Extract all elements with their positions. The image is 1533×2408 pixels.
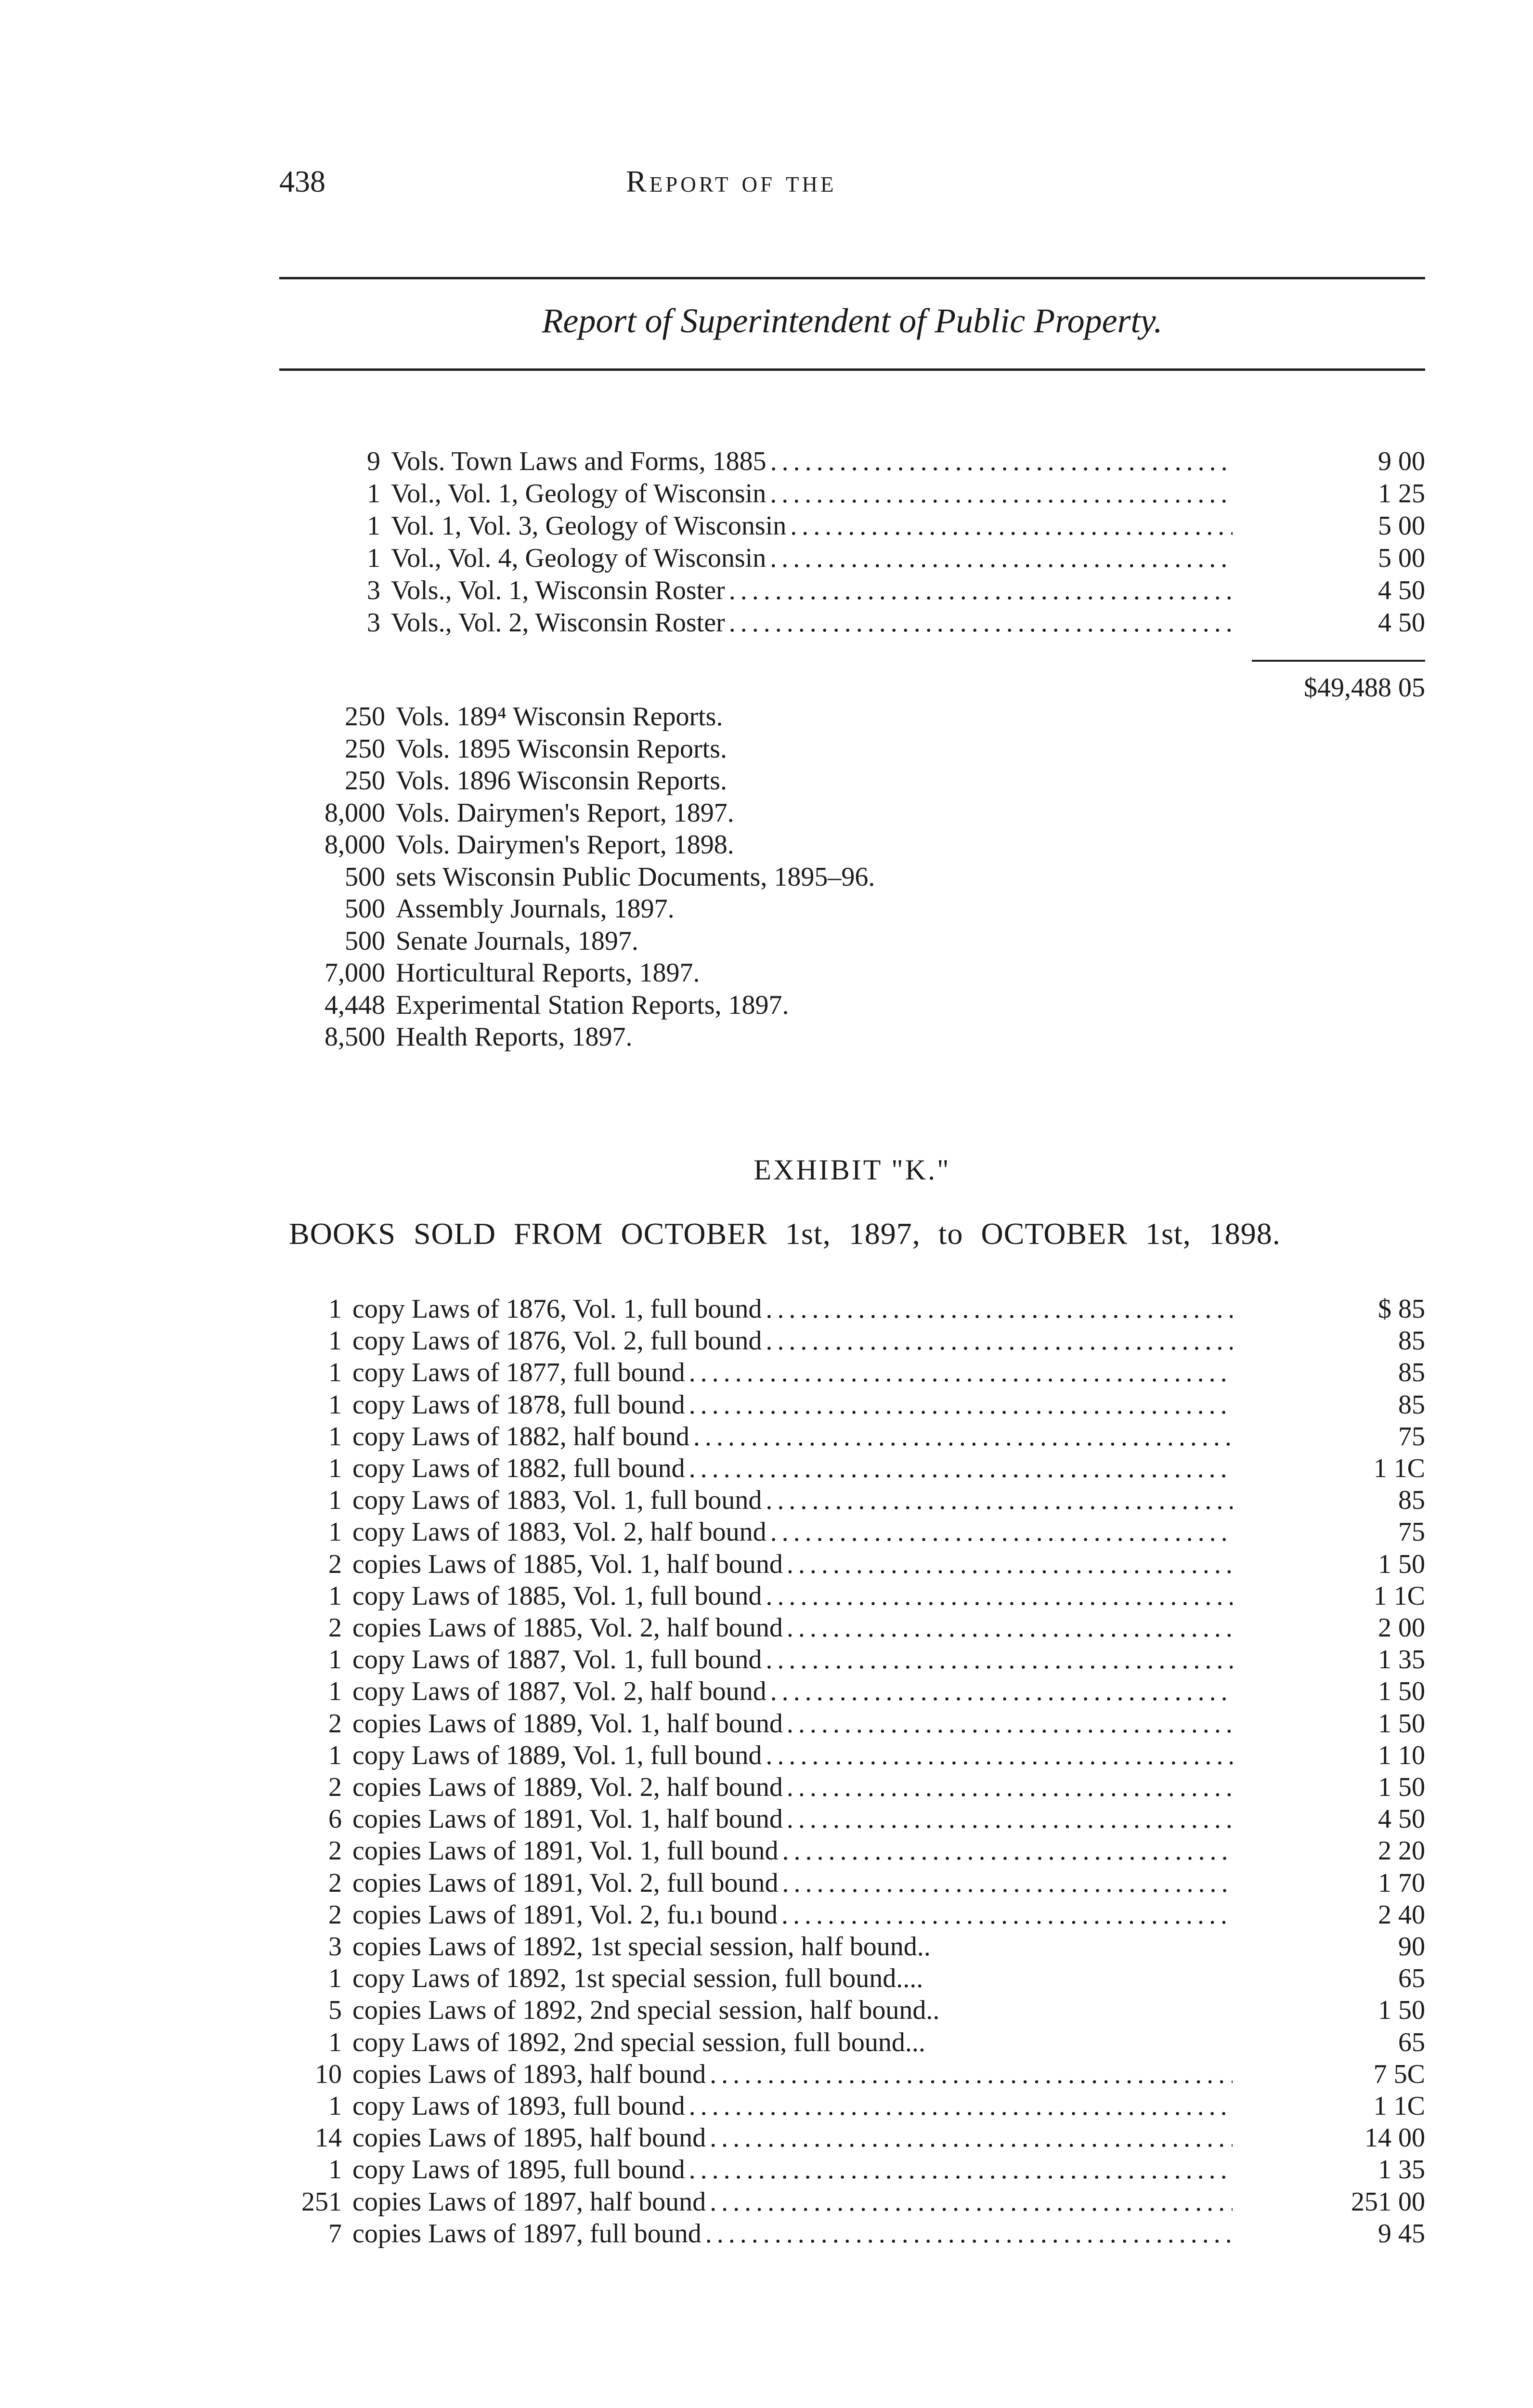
book-sale-row [270, 1580, 1233, 1612]
row-amount: 1 50 [1378, 1676, 1425, 1706]
leader-dots [689, 1421, 1233, 1453]
book-sale-row [270, 2058, 1233, 2090]
volume-row [337, 575, 1233, 606]
leader-dots [766, 542, 1233, 574]
row-description: copy Laws of 1882, half bound [352, 1422, 689, 1452]
leader-dots [685, 2154, 1233, 2186]
volume-on-hand-row [270, 701, 723, 733]
row-amount: 9 00 [1378, 446, 1425, 476]
book-sale-row [270, 1835, 1233, 1867]
row-quantity: 8,500 [325, 1022, 385, 1052]
row-description: Vol., Vol. 1, Geology of Wisconsin [391, 479, 766, 509]
row-quantity: 1 [328, 1358, 342, 1387]
leader-dots [762, 1293, 1233, 1325]
page-number: 438 [279, 164, 325, 198]
row-amount: 4 50 [1378, 576, 1425, 605]
row-quantity: 7,000 [325, 958, 385, 988]
row-quantity: 1 [367, 511, 380, 541]
row-quantity: 5 [328, 1995, 342, 2025]
row-quantity: 1 [328, 1294, 342, 1324]
row-quantity: 1 [328, 2091, 342, 2121]
row-quantity: 2 [328, 1836, 342, 1866]
leader-dots [762, 1740, 1233, 1771]
row-quantity: 251 [301, 2187, 342, 2217]
grand-total: $49,488 05 [1304, 673, 1425, 703]
row-amount: 5 00 [1378, 511, 1425, 541]
row-description: Vols. 189⁴ Wisconsin Reports. [396, 702, 723, 732]
row-amount: $ 85 [1378, 1294, 1425, 1324]
book-sale-row [270, 1325, 1233, 1357]
row-description: Vols., Vol. 2, Wisconsin Roster [391, 608, 725, 638]
book-sale-row [270, 1994, 1233, 2026]
section-title: Report of Superintendent of Public Property. [542, 301, 1163, 340]
leader-dots [778, 1899, 1233, 1931]
row-quantity: 7 [328, 2219, 342, 2249]
row-description: copy Laws of 1883, Vol. 2, half bound [352, 1517, 766, 1547]
top-rule [279, 277, 1425, 279]
book-sale-row [270, 1516, 1233, 1548]
row-description: copy Laws of 1887, Vol. 1, full bound [352, 1645, 762, 1675]
row-quantity: 1 [328, 1581, 342, 1611]
leader-dots [783, 1548, 1233, 1580]
book-sale-row [270, 2154, 1233, 2186]
book-sale-row [270, 1421, 1233, 1453]
book-sale-row [270, 1612, 1233, 1644]
row-description: Health Reports, 1897. [396, 1022, 633, 1052]
running-head: Report of the [626, 164, 837, 198]
volume-row [337, 510, 1233, 542]
volume-on-hand-row [270, 893, 675, 925]
row-amount: 2 00 [1378, 1613, 1425, 1643]
book-sale-row [270, 1484, 1233, 1516]
book-sale-row [270, 1931, 1233, 1963]
row-quantity: 8,000 [325, 798, 385, 828]
book-sale-row [270, 1771, 1233, 1803]
leader-dots [685, 1453, 1233, 1484]
row-description: Vols., Vol. 1, Wisconsin Roster [391, 576, 725, 605]
row-quantity: 6 [328, 1804, 342, 1834]
volume-row [337, 542, 1233, 574]
row-description: copies Laws of 1891, Vol. 1, full bound [352, 1836, 779, 1866]
row-description: copy Laws of 1892, 2nd special session, full bound... [352, 2028, 925, 2057]
row-description: Vols. 1896 Wisconsin Reports. [396, 766, 727, 796]
row-quantity: 1 [328, 1326, 342, 1356]
row-quantity: 250 [345, 702, 385, 732]
row-quantity: 500 [345, 894, 385, 924]
row-description: copy Laws of 1885, Vol. 1, full bound [352, 1581, 762, 1611]
volume-on-hand-row [270, 861, 875, 893]
row-description: Vol., Vol. 4, Geology of Wisconsin [391, 543, 766, 573]
row-description: Vols. Town Laws and Forms, 1885 [391, 446, 766, 476]
row-quantity: 10 [315, 2059, 342, 2089]
leader-dots [766, 1675, 1233, 1707]
row-amount: 1 1C [1373, 1581, 1425, 1611]
books-sold-heading: BOOKS SOLD FROM OCTOBER 1st, 1897, to OCTOBER 1st, 1898. [289, 1217, 1281, 1251]
row-quantity: 3 [367, 608, 380, 638]
row-amount: 4 50 [1378, 1804, 1425, 1834]
leader-dots [786, 510, 1233, 542]
book-sale-row [270, 1548, 1233, 1580]
row-quantity: 250 [345, 766, 385, 796]
book-sale-row [270, 1453, 1233, 1484]
row-quantity: 2 [328, 1868, 342, 1898]
book-sale-row [270, 1708, 1233, 1740]
row-quantity: 3 [367, 576, 380, 605]
leader-dots [706, 2122, 1233, 2154]
row-quantity: 2 [328, 1549, 342, 1579]
row-description: copy Laws of 1877, full bound [352, 1358, 685, 1387]
row-description: copies Laws of 1897, full bound [352, 2219, 702, 2249]
row-description: copy Laws of 1887, Vol. 2, half bound [352, 1676, 766, 1706]
row-description: Experimental Station Reports, 1897. [396, 990, 789, 1020]
row-description: copies Laws of 1889, Vol. 1, half bound [352, 1709, 783, 1739]
book-sale-row [270, 1293, 1233, 1325]
row-quantity: 1 [367, 543, 380, 573]
book-sale-row [270, 1644, 1233, 1675]
row-amount: 2 40 [1378, 1900, 1425, 1930]
row-amount: 85 [1398, 1358, 1425, 1387]
volume-on-hand-row [270, 925, 638, 957]
row-amount: 1 50 [1378, 1995, 1425, 2025]
volume-on-hand-row [270, 989, 789, 1021]
row-description: Vol. 1, Vol. 3, Geology of Wisconsin [391, 511, 787, 541]
row-description: Vols. Dairymen's Report, 1898. [396, 830, 734, 860]
row-description: copies Laws of 1897, half bound [352, 2187, 706, 2217]
book-sale-row [270, 2090, 1233, 2122]
leader-dots [783, 1708, 1233, 1740]
leader-dots [702, 2218, 1233, 2250]
volume-on-hand-row [270, 957, 700, 989]
row-description: copies Laws of 1893, half bound [352, 2059, 706, 2089]
row-quantity: 3 [328, 1932, 342, 1962]
leader-dots [706, 2186, 1233, 2218]
row-amount: 75 [1398, 1422, 1425, 1452]
book-sale-row [270, 1963, 1233, 1994]
book-sale-row [270, 1899, 1233, 1931]
book-sale-row [270, 1389, 1233, 1421]
row-description: copy Laws of 1893, full bound [352, 2091, 685, 2121]
bottom-rule [279, 368, 1425, 371]
row-amount: 5 00 [1378, 543, 1425, 573]
row-amount: 75 [1398, 1517, 1425, 1547]
leader-dots [779, 1867, 1233, 1899]
book-sale-row [270, 2122, 1233, 2154]
row-amount: 9 45 [1378, 2219, 1425, 2249]
row-amount: 2 20 [1378, 1836, 1425, 1866]
row-description: copies Laws of 1895, half bound [352, 2123, 706, 2153]
row-description: copies Laws of 1891, Vol. 2, fu.ı bound [352, 1900, 778, 1930]
row-quantity: 2 [328, 1900, 342, 1930]
row-quantity: 1 [328, 1422, 342, 1452]
row-amount: 1 50 [1378, 1772, 1425, 1802]
row-amount: 1 70 [1378, 1868, 1425, 1898]
row-description: Vols. 1895 Wisconsin Reports. [396, 734, 727, 764]
leader-dots [685, 1357, 1233, 1388]
row-amount: 14 00 [1364, 2123, 1425, 2153]
row-description: copy Laws of 1876, Vol. 2, full bound [352, 1326, 762, 1356]
leader-dots [706, 2058, 1233, 2090]
row-description: sets Wisconsin Public Documents, 1895–96. [396, 862, 875, 892]
row-quantity: 1 [328, 1453, 342, 1483]
row-quantity: 2 [328, 1709, 342, 1739]
row-quantity: 9 [367, 446, 380, 476]
volume-on-hand-row [270, 797, 734, 829]
row-description: copy Laws of 1882, full bound [352, 1453, 685, 1483]
row-amount: 1 50 [1378, 1549, 1425, 1579]
row-description: copy Laws of 1883, Vol. 1, full bound [352, 1485, 762, 1515]
leader-dots [762, 1484, 1233, 1516]
row-description: copy Laws of 1889, Vol. 1, full bound [352, 1741, 762, 1770]
leader-dots [725, 575, 1233, 606]
row-quantity: 1 [328, 1517, 342, 1547]
row-description: copy Laws of 1876, Vol. 1, full bound [352, 1294, 762, 1324]
book-sale-row [270, 2186, 1233, 2218]
volume-on-hand-row [270, 733, 727, 765]
book-sale-row [270, 1740, 1233, 1771]
row-description: Assembly Journals, 1897. [396, 894, 675, 924]
leader-dots [766, 478, 1233, 510]
row-amount: 1 1C [1373, 2091, 1425, 2121]
row-description: copies Laws of 1889, Vol. 2, half bound [352, 1772, 783, 1802]
book-sale-row [270, 1675, 1233, 1707]
row-amount: 251 00 [1351, 2187, 1425, 2217]
row-amount: 85 [1398, 1390, 1425, 1420]
leader-dots [685, 1389, 1233, 1421]
row-quantity: 1 [328, 2155, 342, 2185]
row-amount: 85 [1398, 1326, 1425, 1356]
volume-on-hand-row [270, 1021, 632, 1053]
row-description: copy Laws of 1878, full bound [352, 1390, 685, 1420]
row-description: copies Laws of 1891, Vol. 1, half bound [352, 1804, 783, 1834]
row-quantity: 1 [328, 2028, 342, 2057]
row-quantity: 8,000 [325, 830, 385, 860]
volume-row [337, 445, 1233, 477]
row-quantity: 1 [328, 1485, 342, 1515]
row-amount: 7 5C [1373, 2059, 1425, 2089]
book-sale-row [270, 2027, 1233, 2058]
row-quantity: 1 [328, 1676, 342, 1706]
row-quantity: 2 [328, 1772, 342, 1802]
book-sale-row [270, 1867, 1233, 1899]
row-quantity: 250 [345, 734, 385, 764]
volume-row [337, 607, 1233, 639]
row-amount: 85 [1398, 1485, 1425, 1515]
row-amount: 1 50 [1378, 1709, 1425, 1739]
row-amount: 90 [1398, 1932, 1425, 1962]
total-rule [1252, 660, 1425, 662]
leader-dots [779, 1835, 1233, 1867]
row-quantity: 2 [328, 1613, 342, 1643]
row-amount: 1 25 [1378, 479, 1425, 509]
row-description: copies Laws of 1885, Vol. 2, half bound [352, 1613, 783, 1643]
row-description: Horticultural Reports, 1897. [396, 958, 700, 988]
row-description: copies Laws of 1892, 1st special session, half bound.. [352, 1932, 931, 1962]
row-quantity: 500 [345, 926, 385, 956]
leader-dots [685, 2090, 1233, 2122]
row-description: copies Laws of 1885, Vol. 1, half bound [352, 1549, 783, 1579]
exhibit-title: EXHIBIT "K." [754, 1154, 951, 1186]
leader-dots [725, 607, 1233, 639]
leader-dots [762, 1644, 1233, 1675]
row-description: copy Laws of 1892, 1st special session, full bound.... [352, 1963, 923, 1993]
book-sale-row [270, 1357, 1233, 1388]
row-amount: 1 35 [1378, 1645, 1425, 1675]
row-description: copy Laws of 1895, full bound [352, 2155, 685, 2185]
row-quantity: 4,448 [325, 990, 385, 1020]
volume-on-hand-row [270, 765, 727, 797]
row-description: copies Laws of 1892, 2nd special session, half bound.. [352, 1995, 940, 2025]
row-amount: 1 35 [1378, 2155, 1425, 2185]
row-amount: 4 50 [1378, 608, 1425, 638]
row-quantity: 1 [328, 1645, 342, 1675]
leader-dots [783, 1771, 1233, 1803]
book-sale-row [270, 1803, 1233, 1835]
row-amount: 1 10 [1378, 1741, 1425, 1770]
row-amount: 1 1C [1373, 1453, 1425, 1483]
leader-dots [766, 1516, 1233, 1548]
row-quantity: 1 [328, 1741, 342, 1770]
volume-row [337, 478, 1233, 510]
row-amount: 65 [1398, 1963, 1425, 1993]
row-description: Vols. Dairymen's Report, 1897. [396, 798, 734, 828]
row-description: Senate Journals, 1897. [396, 926, 638, 956]
row-amount: 65 [1398, 2028, 1425, 2057]
volume-on-hand-row [270, 829, 734, 861]
leader-dots [762, 1325, 1233, 1357]
leader-dots [783, 1612, 1233, 1644]
row-quantity: 14 [315, 2123, 342, 2153]
row-quantity: 1 [367, 479, 380, 509]
row-description: copies Laws of 1891, Vol. 2, full bound [352, 1868, 779, 1898]
row-quantity: 1 [328, 1963, 342, 1993]
leader-dots [762, 1580, 1233, 1612]
leader-dots [766, 445, 1233, 477]
leader-dots [783, 1803, 1233, 1835]
row-quantity: 500 [345, 862, 385, 892]
book-sale-row [270, 2218, 1233, 2250]
row-quantity: 1 [328, 1390, 342, 1420]
